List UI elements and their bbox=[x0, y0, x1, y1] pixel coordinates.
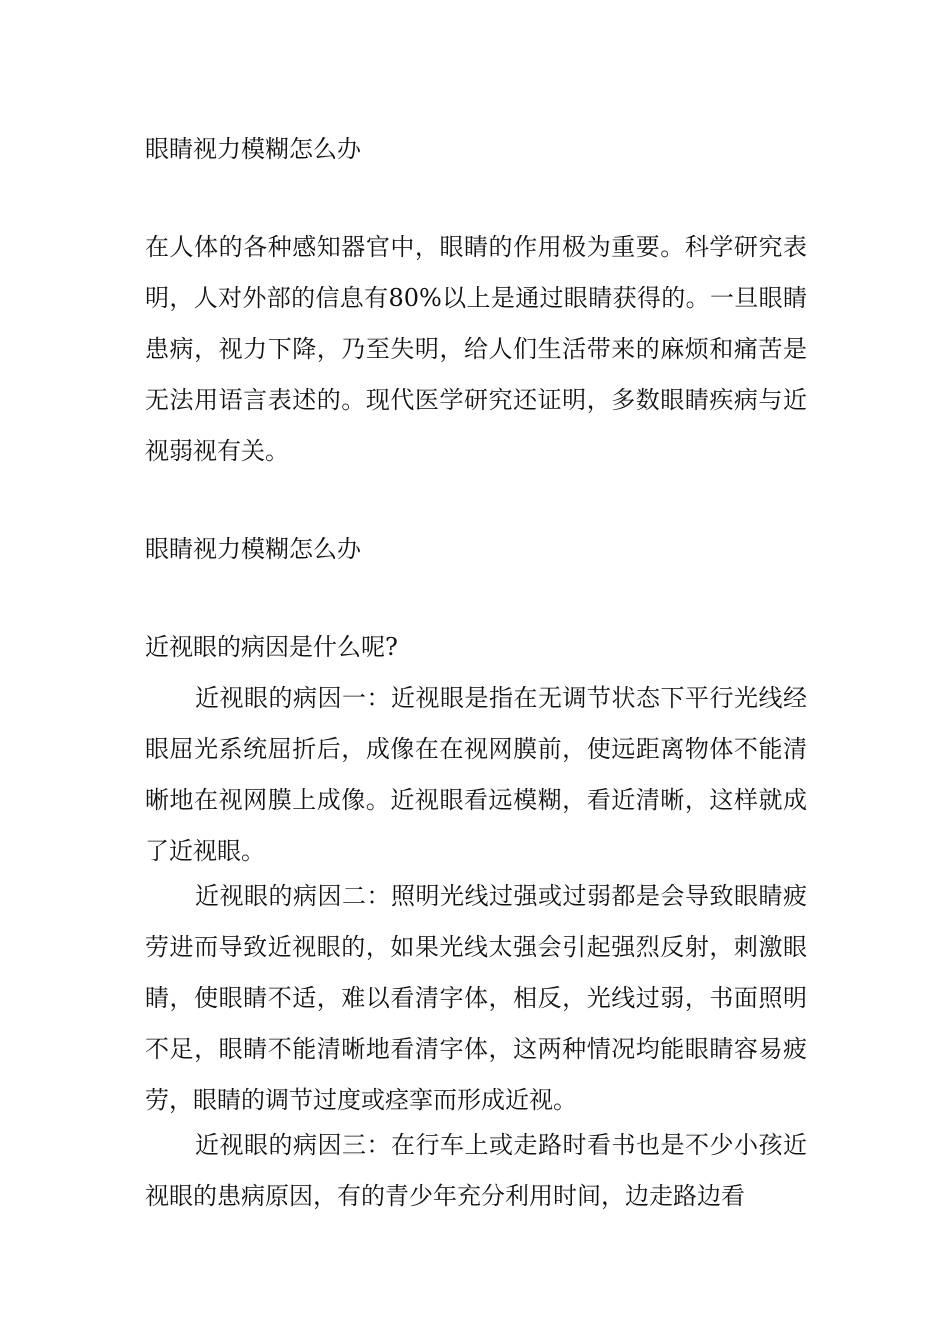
cause-paragraph-3: 近视眼的病因三：在行车上或走路时看书也是不少小孩近视眼的患病原因，有的青少年充分利用时间，边走路边看 bbox=[145, 1131, 807, 1210]
question-line: 近视眼的病因是什么呢? bbox=[145, 633, 398, 661]
cause-paragraph-2: 近视眼的病因二：照明光线过强或过弱都是会导致眼睛疲劳进而导致近视眼的，如果光线太强会引起强烈反射，刺激眼睛，使眼睛不适，难以看清字体，相反，光线过弱，书面照明不足，眼睛不能清晰地看清字体，这两种情况均能眼睛容易疲劳，眼睛的调节过度或痉挛而形成近视。 bbox=[145, 882, 807, 1114]
cause-paragraph-1: 近视眼的病因一：近视眼是指在无调节状态下平行光线经眼屈光系统屈折后，成像在在视网膜前，使远距离物体不能清晰地在视网膜上成像。近视眼看远模糊，看近清晰，这样就成了近视眼。 bbox=[145, 684, 807, 865]
section-heading: 眼睛视力模糊怎么办 bbox=[145, 535, 361, 563]
intro-paragraph: 在人体的各种感知器官中，眼睛的作用极为重要。科学研究表明，人对外部的信息有80%以上是通过眼睛获得的。一旦眼睛患病，视力下降，乃至失明，给人们生活带来的麻烦和痛苦是无法用语言表述的。现代医学研究还证明，多数眼睛疾病与近视弱视有关。 bbox=[145, 233, 807, 465]
document-title: 眼睛视力模糊怎么办 bbox=[145, 135, 361, 163]
